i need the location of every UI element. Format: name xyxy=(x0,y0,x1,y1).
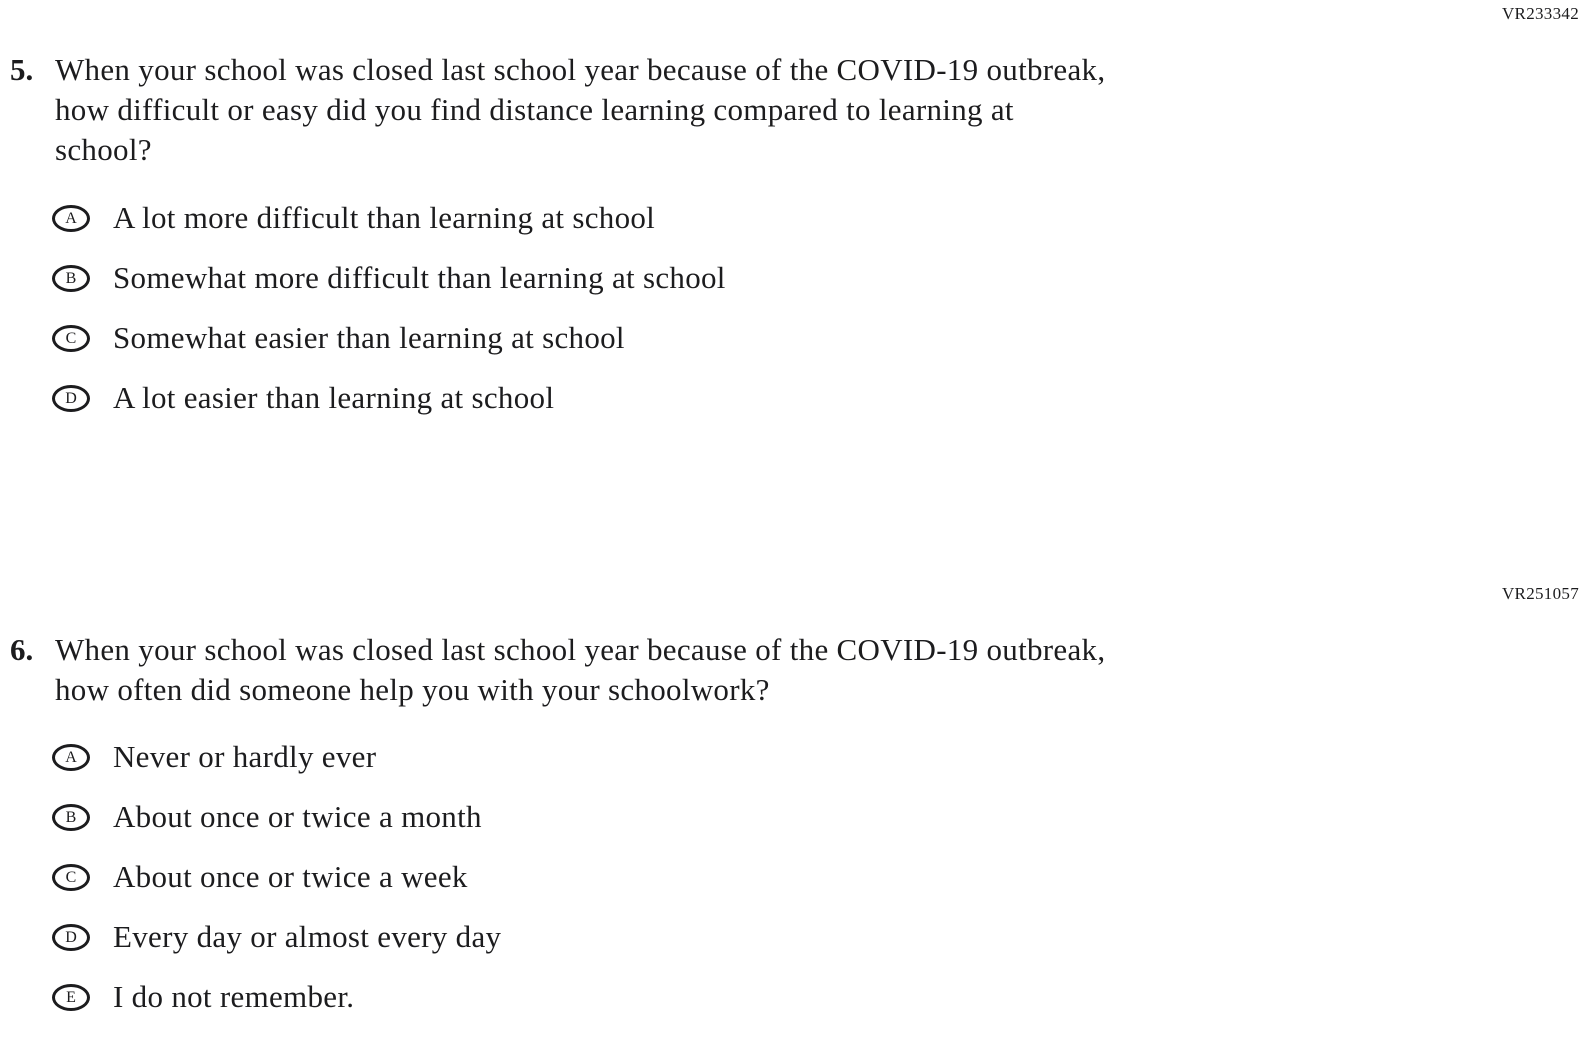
question-text-line: school? xyxy=(55,132,152,167)
option-bubble-b[interactable]: B xyxy=(52,265,90,292)
answer-option-5-c[interactable] xyxy=(52,318,1587,358)
option-label: Never or hardly ever xyxy=(113,739,377,774)
option-label: About once or twice a month xyxy=(113,799,482,834)
question-6-options xyxy=(0,737,1587,1017)
question-5-options xyxy=(0,198,1587,418)
answer-option-5-d[interactable] xyxy=(52,378,1587,418)
option-bubble-c[interactable]: C xyxy=(52,325,90,352)
answer-option-6-e[interactable] xyxy=(52,977,1587,1017)
answer-option-5-a[interactable] xyxy=(52,198,1587,238)
option-label: A lot more difficult than learning at school xyxy=(113,200,656,235)
option-bubble-c[interactable]: C xyxy=(52,864,90,891)
question-6-section xyxy=(0,580,1587,1017)
question-6-number: 6. xyxy=(10,632,34,667)
answer-option-5-b[interactable] xyxy=(52,258,1587,298)
question-text-line: how often did someone help you with your schoolwork? xyxy=(55,672,770,707)
question-text-line: how difficult or easy did you find distance learning compared to learning at xyxy=(55,92,1014,127)
question-6 xyxy=(10,630,1587,710)
option-bubble-e[interactable]: E xyxy=(52,984,90,1011)
question-5 xyxy=(10,50,1587,170)
option-label: A lot easier than learning at school xyxy=(113,380,555,415)
answer-option-6-b[interactable] xyxy=(52,797,1587,837)
question-5-text xyxy=(55,50,1587,170)
option-label: Every day or almost every day xyxy=(113,919,502,954)
answer-option-6-a[interactable] xyxy=(52,737,1587,777)
option-bubble-d[interactable]: D xyxy=(52,385,90,412)
option-bubble-d[interactable]: D xyxy=(52,924,90,951)
option-bubble-b[interactable]: B xyxy=(52,804,90,831)
answer-option-6-d[interactable] xyxy=(52,917,1587,957)
question-code-q6: VR251057 xyxy=(1501,584,1579,603)
answer-option-6-c[interactable] xyxy=(52,857,1587,897)
question-6-text xyxy=(55,630,1587,710)
option-bubble-a[interactable]: A xyxy=(52,744,90,771)
question-code-q5: VR233342 xyxy=(1501,4,1579,23)
question-5-number: 5. xyxy=(10,52,34,87)
option-label: I do not remember. xyxy=(113,979,355,1014)
option-bubble-a[interactable]: A xyxy=(52,205,90,232)
option-label: About once or twice a week xyxy=(113,859,468,894)
question-text-line: When your school was closed last school year because of the COVID-19 outbreak, xyxy=(55,52,1106,87)
option-label: Somewhat more difficult than learning at school xyxy=(113,260,726,295)
option-label: Somewhat easier than learning at school xyxy=(113,320,625,355)
question-text-line: When your school was closed last school year because of the COVID-19 outbreak, xyxy=(55,632,1106,667)
